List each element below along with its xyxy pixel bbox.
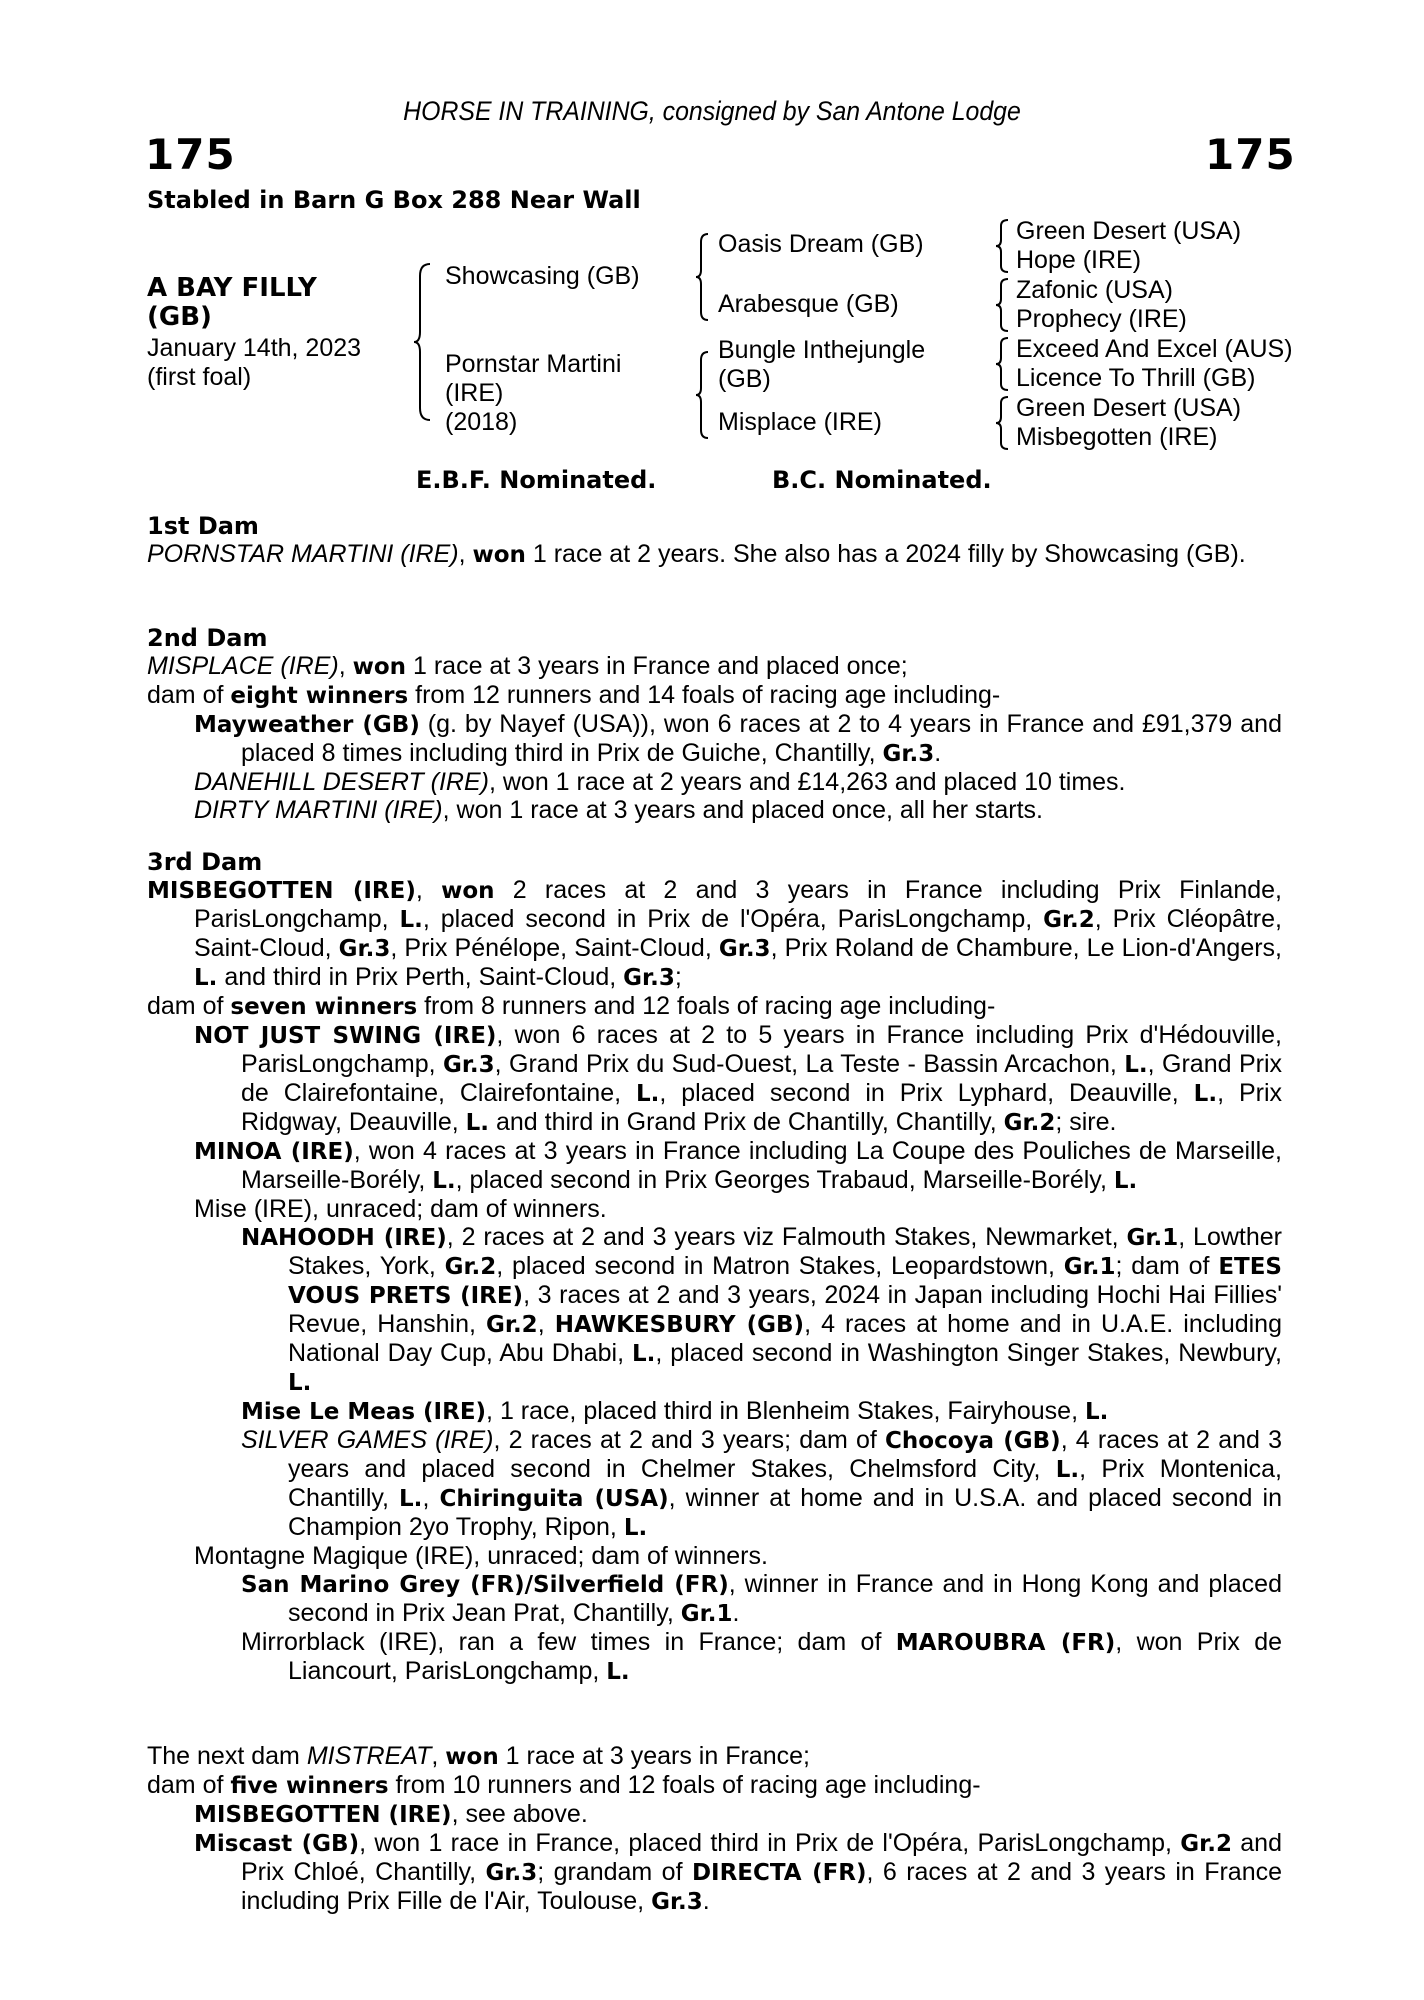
bold-text: L. xyxy=(623,1515,648,1541)
text: 1 race at 2 years. She also has a 2024 filly by Showcasing (GB). xyxy=(525,540,1246,568)
text: 1 race at 3 years in France; xyxy=(498,1742,810,1770)
bold-text: Gr.3 xyxy=(442,1052,495,1078)
text xyxy=(996,338,1008,390)
text: , Grand Prix du Sud-Ouest, La Teste - Bassin Arcachon, xyxy=(494,1050,1125,1078)
pedigree-g3-7: Green Desert (USA) xyxy=(1016,394,1242,422)
third-dam-produce-summary xyxy=(147,992,1282,1021)
bold-text: L. xyxy=(1193,1081,1218,1107)
produce-entry xyxy=(194,1137,1282,1195)
pedigree-brace-gen1 xyxy=(412,262,434,422)
text: , placed second in Matron Stakes, Leopardstown, xyxy=(496,1252,1064,1280)
horse-name: Mayweather (GB) xyxy=(194,712,420,738)
third-dam-name: MISBEGOTTEN (IRE) xyxy=(147,878,416,904)
pedigree-brace-g3-2 xyxy=(994,277,1012,333)
horse-name: MAROUBRA (FR) xyxy=(895,1630,1116,1656)
horse-name: Chocoya (GB) xyxy=(885,1428,1061,1454)
bold-text: L. xyxy=(432,1168,456,1194)
bold-text: Gr.1 xyxy=(1063,1254,1116,1280)
bold-text: L. xyxy=(465,1110,490,1136)
text: , Lowther Stakes, York, xyxy=(288,1223,1282,1280)
text: dam of xyxy=(147,681,231,709)
second-dam-name: MISPLACE (IRE) xyxy=(147,652,339,680)
second-dam-section xyxy=(147,624,1282,824)
horse-name: Miscast (GB) xyxy=(194,1831,360,1857)
text: , 4 races at 2 and 3 years and placed second in Chelmer Stakes, Chelmsford City, xyxy=(288,1426,1283,1483)
horse-name xyxy=(147,274,317,332)
pedigree-dam-name: Pornstar Martini xyxy=(445,350,622,378)
horse-name: ETES VOUS PRETS (IRE) xyxy=(288,1254,1282,1309)
foaling-date: January 14th, 2023 xyxy=(147,334,362,362)
produce-entry xyxy=(241,1397,1282,1426)
stabling-info: Stabled in Barn G Box 288 Near Wall xyxy=(147,186,641,214)
bold-text: Gr.2 xyxy=(1003,1110,1056,1136)
text: from 8 runners and 12 foals of racing age including- xyxy=(417,992,996,1020)
bold-text: L. xyxy=(399,1486,423,1512)
bold-text: L. xyxy=(1113,1168,1138,1194)
bold-text: L. xyxy=(1084,1399,1109,1425)
produce-entry: Mayweather (GB) (g. by Nayef (USA)), won 6 races at 2 to 4 years in France and £91,379 and placed 8 times including third in Prix de Guiche, Chantilly, Gr.3. xyxy=(194,710,1282,767)
bold-text: Gr.3 xyxy=(718,936,771,962)
horse-name: NOT JUST SWING (IRE) xyxy=(194,1023,497,1049)
text xyxy=(414,264,430,420)
horse-meta xyxy=(147,334,361,392)
lot-number-right: 175 xyxy=(1205,130,1296,179)
bold-text: L. xyxy=(606,1659,630,1685)
pedigree-g3-4: Prophecy (IRE) xyxy=(1016,305,1187,333)
text: , 2 races at 2 and 3 years; dam of xyxy=(493,1426,886,1454)
bold-text: Gr.3 xyxy=(485,1860,538,1886)
text: , xyxy=(537,1310,555,1338)
ebf-nomination: E.B.F. Nominated. xyxy=(416,466,657,494)
bold-text: Gr.3 xyxy=(338,936,391,962)
text: , Prix Pénélope, Saint-Cloud, xyxy=(390,934,719,962)
bold-text: L. xyxy=(194,965,218,991)
pedigree-brace-g3-3 xyxy=(994,336,1012,392)
first-dam-paragraph xyxy=(147,540,1282,569)
text: , 4 races at home and in U.A.E. including National Day Cup, Abu Dhabi, xyxy=(288,1310,1282,1367)
pedigree-sire: Showcasing (GB) xyxy=(445,262,640,290)
pedigree-sire-sire: Oasis Dream (GB) xyxy=(718,230,924,258)
horse-name: NAHOODH (IRE) xyxy=(241,1225,447,1251)
text: , placed second in Prix Lyphard, Deauville, xyxy=(659,1079,1194,1107)
text: Mirrorblack (IRE), ran a few times in France; dam of xyxy=(241,1628,896,1656)
horse-name: SILVER GAMES (IRE) xyxy=(241,1426,494,1454)
text: , won Prix de Liancourt, ParisLongchamp, xyxy=(288,1628,1282,1685)
horse-name: Chiringuita (USA) xyxy=(439,1486,669,1512)
text: , Prix Ridgway, Deauville, xyxy=(241,1079,1282,1136)
horse-name: Mise Le Meas (IRE) xyxy=(241,1399,487,1425)
text: ; xyxy=(674,963,682,991)
pedigree-dam-country: (IRE) xyxy=(445,379,504,407)
produce-entry xyxy=(194,1021,1282,1137)
second-dam-produce-summary xyxy=(147,681,1282,710)
winners-count: seven winners xyxy=(230,994,418,1020)
first-dam-section xyxy=(147,512,1282,569)
pedigree-brace-g3-1 xyxy=(994,218,1012,274)
grade-label: Gr.3 xyxy=(882,741,935,767)
bold-text: Gr.3 xyxy=(651,1889,703,1915)
text: ; grandam of xyxy=(537,1858,692,1886)
text: , won 1 race at 2 years and £14,263 and placed 10 times. xyxy=(488,768,1126,796)
next-dam-paragraph xyxy=(147,1742,1282,1771)
pedigree-g3-3: Zafonic (USA) xyxy=(1016,276,1173,304)
pedigree-brace-sire xyxy=(694,232,712,322)
bc-nomination: B.C. Nominated. xyxy=(772,466,992,494)
text: , 2 races at 2 and 3 years viz Falmouth Stakes, Newmarket, xyxy=(446,1223,1127,1251)
foal-note: (first foal) xyxy=(147,363,252,391)
text: dam of xyxy=(147,1771,231,1799)
produce-entry xyxy=(194,1829,1282,1916)
text xyxy=(996,220,1008,272)
text: , winner in France and in Hong Kong and placed second in Prix Jean Prat, Chantilly, xyxy=(288,1570,1282,1627)
text: from 10 runners and 12 foals of racing age including- xyxy=(388,1771,981,1799)
horse-name: MISBEGOTTEN (IRE) xyxy=(194,1802,452,1828)
pedigree-dam xyxy=(445,350,621,437)
pedigree-dam-sire-name: Bungle Inthejungle xyxy=(718,336,926,364)
second-dam-title: 2nd Dam xyxy=(147,624,268,652)
horse-name: HAWKESBURY (GB) xyxy=(554,1312,805,1338)
text: , winner at home and in U.S.A. and placed second in Champion 2yo Trophy, Ripon, xyxy=(288,1484,1282,1541)
text: , won 1 race at 3 years and placed once, all her starts. xyxy=(442,796,1043,824)
bold-text: Gr.2 xyxy=(1180,1831,1232,1857)
produce-entry xyxy=(241,1223,1282,1397)
bold-text: Gr.2 xyxy=(444,1254,497,1280)
first-dam-name: PORNSTAR MARTINI (IRE) xyxy=(147,540,459,568)
text: , Prix Cléopâtre, Saint-Cloud, xyxy=(194,905,1282,962)
bold-text: L. xyxy=(1124,1052,1148,1078)
text: , Grand Prix de Clairefontaine, Clairefontaine, xyxy=(241,1050,1282,1107)
pedigree-dam-year: (2018) xyxy=(445,408,518,436)
produce-entry: Mise (IRE), unraced; dam of winners. xyxy=(194,1195,607,1223)
horse-name: DANEHILL DESERT (IRE) xyxy=(194,768,489,796)
produce-entry xyxy=(241,1426,1282,1542)
pedigree-g3-1: Green Desert (USA) xyxy=(1016,217,1242,245)
text: , won 1 race in France, placed third in Prix de l'Opéra, ParisLongchamp, xyxy=(359,1829,1181,1857)
won-label: won xyxy=(472,542,526,568)
winners-count: five winners xyxy=(230,1773,389,1799)
text: , placed second in Prix Georges Trabaud, Marseille-Borély, xyxy=(455,1166,1114,1194)
text: The next dam xyxy=(147,1742,307,1770)
winners-count: eight winners xyxy=(230,683,409,709)
bold-text: L. xyxy=(288,1370,312,1396)
text: , won 6 races at 2 to 5 years in France including Prix d'Hédouville, ParisLongchamp, xyxy=(241,1021,1283,1078)
horse-name: DIRTY MARTINI (IRE) xyxy=(194,796,443,824)
produce-entry xyxy=(194,1800,1282,1829)
text: , see above. xyxy=(451,1800,588,1828)
third-dam-section xyxy=(147,848,1282,1686)
text xyxy=(996,397,1008,449)
pedigree-dam-dam: Misplace (IRE) xyxy=(718,408,882,436)
third-dam-title: 3rd Dam xyxy=(147,848,263,876)
text: , xyxy=(422,1484,440,1512)
pedigree-g3-6: Licence To Thrill (GB) xyxy=(1016,364,1256,392)
won-label: won xyxy=(352,654,407,680)
bold-text: L. xyxy=(1055,1457,1080,1483)
pedigree-g3-2: Hope (IRE) xyxy=(1016,246,1142,274)
bold-text: L. xyxy=(635,1081,660,1107)
horse-name: DIRECTA (FR) xyxy=(691,1860,867,1886)
horse-name: San Marino Grey (FR)/Silverfield (FR) xyxy=(241,1572,729,1598)
text: (g. by Nayef (USA)), won 6 races at 2 to 4 years in France and £91,379 and placed 8 times including third in Prix de Guiche, Chantilly, xyxy=(241,710,1282,767)
text: 1 race at 3 years in France and placed once; xyxy=(406,652,908,680)
produce-entry xyxy=(194,768,1282,796)
text: , placed second in Prix de l'Opéra, ParisLongchamp, xyxy=(422,905,1044,933)
catalogue-header: HORSE IN TRAINING, consigned by San Antone Lodge xyxy=(403,96,1021,126)
text: ; dam of xyxy=(1115,1252,1219,1280)
second-dam-paragraph: MISPLACE (IRE), won 1 race at 3 years in France and placed once; xyxy=(147,652,908,680)
horse-name-line1: A BAY FILLY xyxy=(147,273,317,303)
won-label: won xyxy=(441,878,495,904)
pedigree-dam-sire-country: (GB) xyxy=(718,365,771,393)
text: , won 4 races at 3 years in France including La Coupe des Pouliches de Marseille, Marseille-Borély, xyxy=(241,1137,1282,1194)
bold-text: Gr.1 xyxy=(680,1601,733,1627)
bold-text: Gr.3 xyxy=(623,965,675,991)
produce-entry: Montagne Magique (IRE), unraced; dam of winners. xyxy=(194,1542,768,1570)
bold-text: Gr.2 xyxy=(1043,907,1095,933)
next-dam-name: MISTREAT xyxy=(306,1742,432,1770)
next-dam-produce-summary xyxy=(147,1771,1282,1800)
pedigree-brace-g3-4 xyxy=(994,395,1012,451)
horse-name: MINOA (IRE) xyxy=(194,1139,354,1165)
bold-text: L. xyxy=(399,907,423,933)
third-dam-paragraph: MISBEGOTTEN (IRE), won 2 races at 2 and 3 years in France including Prix Finlande, ParisLongchamp, L., placed second in Prix de l'Opéra, ParisLongchamp, Gr.2, Prix Cléopâtre, Saint-Cloud, Gr.3, Prix Pénélope, Saint-Cloud, Gr.3, Prix Roland de Chambure, Le Lion-d'Angers, L. and third in Prix Perth, Saint-Cloud, Gr.3; xyxy=(147,876,1282,991)
produce-entry xyxy=(241,1628,1282,1686)
produce-entry xyxy=(241,1570,1282,1628)
bold-text: L. xyxy=(631,1341,656,1367)
text: . xyxy=(702,1887,710,1915)
text: dam of xyxy=(147,992,231,1020)
text: ; sire. xyxy=(1055,1108,1117,1136)
text xyxy=(696,352,708,438)
pedigree-dam-sire xyxy=(718,336,925,394)
first-dam-title: 1st Dam xyxy=(147,512,259,540)
text: and third in Grand Prix de Chantilly, Chantilly, xyxy=(489,1108,1004,1136)
text: 2 races at 2 and 3 years in France including Prix Finlande, ParisLongchamp, xyxy=(194,876,1282,933)
text: , Prix Roland de Chambure, Le Lion-d'Angers, xyxy=(770,934,1282,962)
text: , xyxy=(431,1742,446,1770)
text: and third in Prix Perth, Saint-Cloud, xyxy=(217,963,624,991)
text: , Prix Montenica, Chantilly, xyxy=(288,1455,1282,1512)
pedigree-g3-8: Misbegotten (IRE) xyxy=(1016,423,1218,451)
text: , 1 race, placed third in Blenheim Stakes, Fairyhouse, xyxy=(486,1397,1085,1425)
text: , placed second in Washington Singer Stakes, Newbury, xyxy=(655,1339,1283,1367)
text xyxy=(996,279,1008,331)
pedigree-brace-dam xyxy=(694,350,712,440)
pedigree-sire-dam: Arabesque (GB) xyxy=(718,290,899,318)
text: and Prix Chloé, Chantilly, xyxy=(241,1829,1282,1886)
text: , xyxy=(458,540,473,568)
bold-text: Gr.1 xyxy=(1126,1225,1179,1251)
text xyxy=(696,234,708,320)
lot-number-left: 175 xyxy=(145,130,236,179)
text: , 6 races at 2 and 3 years in France including Prix Fille de l'Air, Toulouse, xyxy=(241,1858,1282,1915)
next-dam-section xyxy=(147,1742,1282,1916)
won-label: won xyxy=(445,1744,499,1770)
produce-entry xyxy=(194,796,1282,824)
bold-text: Gr.2 xyxy=(486,1312,538,1338)
pedigree-g3-5: Exceed And Excel (AUS) xyxy=(1016,335,1293,363)
text: . xyxy=(732,1599,740,1627)
text: , 3 races at 2 and 3 years, 2024 in Japan including Hochi Hai Fillies' Revue, Hanshin, xyxy=(288,1281,1282,1338)
horse-name-line2: (GB) xyxy=(147,302,212,332)
text: from 12 runners and 14 foals of racing age including- xyxy=(408,681,1001,709)
